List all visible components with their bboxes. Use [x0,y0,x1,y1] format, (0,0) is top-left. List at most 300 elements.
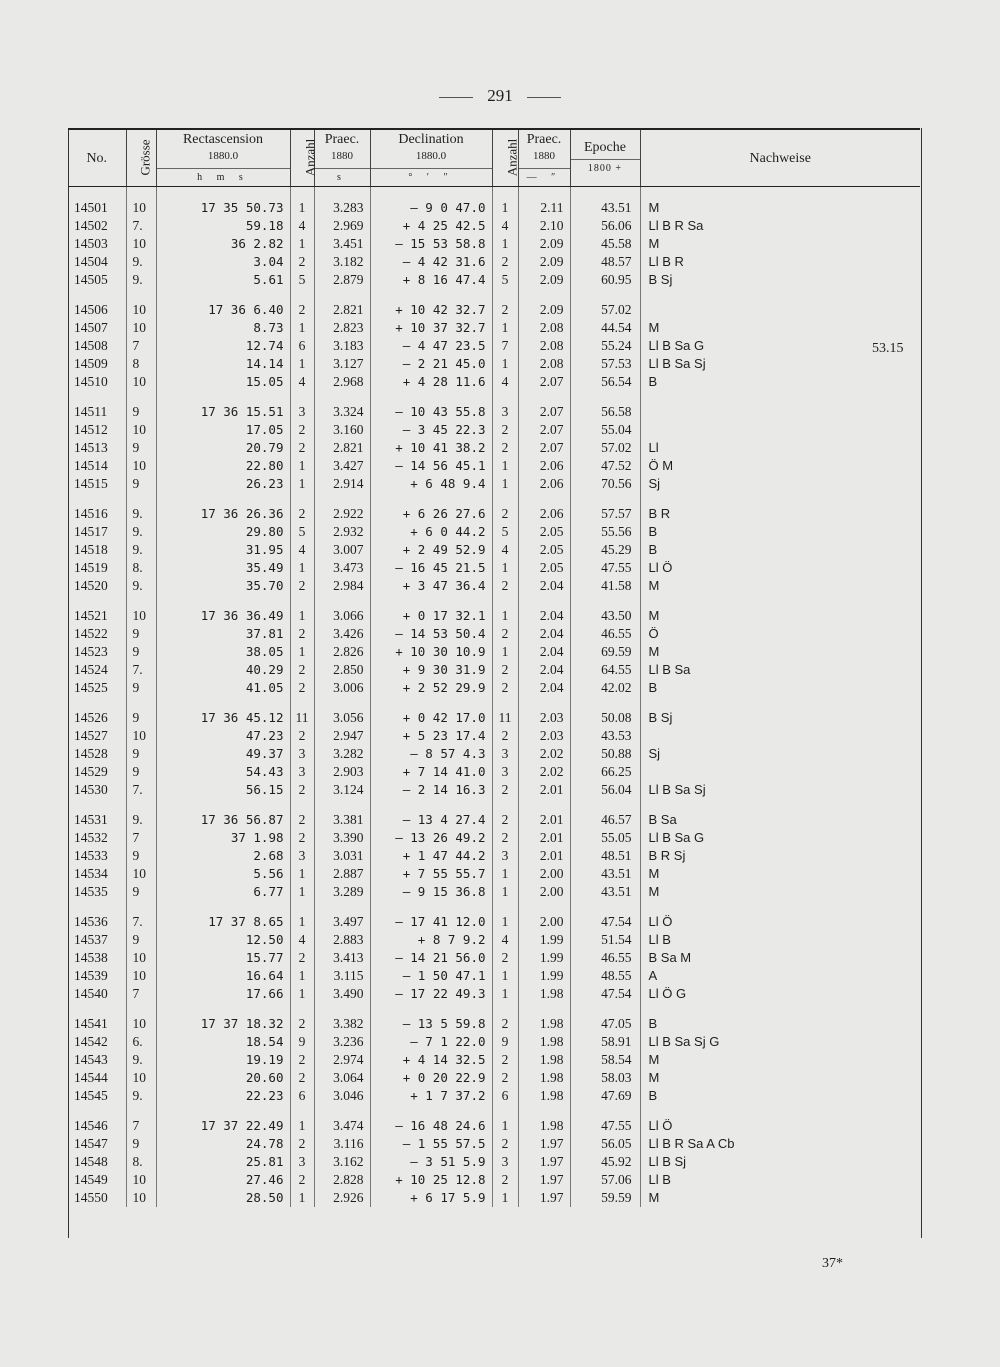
col-epoche-header: Epoche 1800 + [570,129,640,187]
count-decl-cell: 1 [492,559,518,577]
right-ascension-cell: 36 2.82 [156,235,290,253]
precession-ra-cell: 3.183 [314,337,370,355]
references-cell: Ll B [648,1172,671,1187]
magnitude-cell: 10 [126,235,156,253]
precession-decl-cell: 2.04 [518,625,570,643]
table-row [68,235,920,253]
magnitude-cell: 10 [126,967,156,985]
col-no-header: No. [68,129,126,187]
precession-ra-cell: 3.413 [314,949,370,967]
count-cell: 1 [290,187,314,218]
declination-cell: — 9 15 36.8 [370,883,492,901]
references-cell: B Sj [648,272,673,287]
star-number-cell: 14544 [68,1069,126,1087]
declination-cell: + 6 26 27.6 [370,493,492,523]
magnitude-cell: 10 [126,1189,156,1207]
right-ascension-cell: 15.77 [156,949,290,967]
precession-decl-cell: 2.08 [518,319,570,337]
magnitude-cell: 9 [126,625,156,643]
precession-decl-cell: 1.98 [518,1105,570,1135]
precession-decl-cell: 2.04 [518,661,570,679]
epoch-cell: 59.59 [570,1189,640,1207]
count-decl-cell: 2 [492,289,518,319]
count-cell: 2 [290,253,314,271]
declination-cell: — 15 53 58.8 [370,235,492,253]
precession-decl-cell: 2.01 [518,847,570,865]
count-decl-cell: 2 [492,1171,518,1189]
declination-cell: + 5 23 17.4 [370,727,492,745]
precession-ra-cell: 2.932 [314,523,370,541]
star-number-cell: 14510 [68,373,126,391]
precession-ra-cell: 2.968 [314,373,370,391]
references-cell: B [648,1016,658,1031]
right-ascension-cell: 38.05 [156,643,290,661]
declination-cell: + 0 17 32.1 [370,595,492,625]
right-ascension-cell: 27.46 [156,1171,290,1189]
precession-ra-cell: 2.969 [314,217,370,235]
precession-decl-cell: 2.09 [518,253,570,271]
count-decl-cell: 2 [492,421,518,439]
count-cell: 5 [290,271,314,289]
declination-cell: — 14 56 45.1 [370,457,492,475]
right-ascension-cell: 19.19 [156,1051,290,1069]
right-ascension-cell: 17 37 8.65 [156,901,290,931]
right-ascension-cell: 22.23 [156,1087,290,1105]
references-cell: B Sa M [648,950,692,965]
right-ascension-cell: 47.23 [156,727,290,745]
count-decl-cell: 6 [492,1087,518,1105]
precession-decl-cell: 2.07 [518,373,570,391]
star-number-cell: 14503 [68,235,126,253]
magnitude-cell: 10 [126,865,156,883]
table-header [68,129,920,187]
references-cell: B [648,680,658,695]
count-cell: 6 [290,337,314,355]
col-anzahl-header: Anzahl [290,129,314,187]
count-cell: 1 [290,1189,314,1207]
star-number-cell: 14520 [68,577,126,595]
count-cell: 2 [290,1051,314,1069]
references-cell: B Sj [648,710,673,725]
references-cell: Ll B R Sa [648,218,704,233]
precession-decl-cell: 1.97 [518,1135,570,1153]
precession-decl-cell: 2.02 [518,745,570,763]
col-ra-header: Rectascension 1880.0 h m s [156,129,290,187]
table-row [68,829,920,847]
declination-cell: — 9 0 47.0 [370,187,492,218]
precession-ra-cell: 3.382 [314,1003,370,1033]
count-decl-cell: 2 [492,781,518,799]
references-cell: M [648,320,660,335]
epoch-cell: 56.54 [570,373,640,391]
references-cell: M [648,608,660,623]
magnitude-cell: 9. [126,271,156,289]
references-cell: B Sa [648,812,677,827]
table-row [68,1135,920,1153]
col-groesse-header: Grösse [126,129,156,187]
precession-decl-cell: 1.97 [518,1153,570,1171]
right-ascension-cell: 17 37 22.49 [156,1105,290,1135]
magnitude-cell: 7 [126,337,156,355]
magnitude-cell: 9. [126,1051,156,1069]
epoch-cell: 58.03 [570,1069,640,1087]
table-body [68,187,920,1208]
star-number-cell: 14517 [68,523,126,541]
count-cell: 1 [290,643,314,661]
declination-cell: — 17 22 49.3 [370,985,492,1003]
table-row [68,679,920,697]
right-ascension-cell: 5.56 [156,865,290,883]
precession-ra-cell: 3.007 [314,541,370,559]
magnitude-cell: 7. [126,217,156,235]
right-ascension-cell: 17 37 18.32 [156,1003,290,1033]
epoch-cell: 70.56 [570,475,640,493]
magnitude-cell: 7 [126,1105,156,1135]
references-cell: Ll B Sj [648,1154,687,1169]
right-ascension-cell: 37.81 [156,625,290,643]
precession-ra-cell: 3.474 [314,1105,370,1135]
count-cell: 3 [290,745,314,763]
declination-cell: + 4 28 11.6 [370,373,492,391]
precession-ra-cell: 2.850 [314,661,370,679]
table-row [68,355,920,373]
declination-cell: — 4 42 31.6 [370,253,492,271]
declination-cell: + 9 30 31.9 [370,661,492,679]
references-cell: Ll Ö [648,1118,673,1133]
precession-ra-cell: 2.887 [314,865,370,883]
precession-decl-cell: 2.10 [518,217,570,235]
magnitude-cell: 8. [126,559,156,577]
table-row [68,391,920,421]
count-cell: 1 [290,235,314,253]
right-ascension-cell: 3.04 [156,253,290,271]
count-decl-cell: 1 [492,901,518,931]
declination-cell: + 7 55 55.7 [370,865,492,883]
epoch-cell: 47.69 [570,1087,640,1105]
epoch-cell: 57.53 [570,355,640,373]
right-ascension-cell: 31.95 [156,541,290,559]
magnitude-cell: 10 [126,1171,156,1189]
magnitude-cell: 10 [126,319,156,337]
star-number-cell: 14525 [68,679,126,697]
magnitude-cell: 9. [126,541,156,559]
precession-decl-cell: 2.00 [518,901,570,931]
precession-decl-cell: 1.98 [518,1051,570,1069]
precession-decl-cell: 2.04 [518,679,570,697]
references-cell [640,289,920,319]
epoch-cell: 47.55 [570,559,640,577]
table-row [68,1003,920,1033]
count-decl-cell: 4 [492,373,518,391]
table-row [68,289,920,319]
right-ascension-cell: 2.68 [156,847,290,865]
precession-ra-cell: 3.324 [314,391,370,421]
right-ascension-cell: 54.43 [156,763,290,781]
count-cell: 1 [290,865,314,883]
precession-ra-cell: 2.922 [314,493,370,523]
count-cell: 2 [290,949,314,967]
precession-ra-cell: 3.127 [314,355,370,373]
table-row [68,1033,920,1051]
declination-cell: + 2 49 52.9 [370,541,492,559]
count-decl-cell: 3 [492,745,518,763]
epoch-cell: 56.05 [570,1135,640,1153]
star-number-cell: 14536 [68,901,126,931]
table-row [68,865,920,883]
magnitude-cell: 9 [126,883,156,901]
star-number-cell: 14542 [68,1033,126,1051]
epoch-cell: 43.51 [570,883,640,901]
star-number-cell: 14515 [68,475,126,493]
epoch-cell: 46.55 [570,625,640,643]
star-number-cell: 14519 [68,559,126,577]
declination-cell: + 1 7 37.2 [370,1087,492,1105]
count-cell: 6 [290,1087,314,1105]
magnitude-cell: 7. [126,901,156,931]
table-row [68,847,920,865]
table-row [68,781,920,799]
right-ascension-cell: 20.60 [156,1069,290,1087]
references-cell: B R Sj [648,848,686,863]
magnitude-cell: 7 [126,985,156,1003]
table-row [68,337,920,355]
count-decl-cell: 11 [492,697,518,727]
table-row [68,883,920,901]
count-decl-cell: 2 [492,493,518,523]
precession-ra-cell: 3.473 [314,559,370,577]
col-praec-header: Praec. 1880 s [314,129,370,187]
precession-ra-cell: 2.984 [314,577,370,595]
precession-decl-cell: 2.01 [518,799,570,829]
precession-ra-cell: 3.046 [314,1087,370,1105]
magnitude-cell: 6. [126,1033,156,1051]
references-cell: Ll B Sa Sj [648,356,706,371]
count-decl-cell: 3 [492,763,518,781]
count-decl-cell: 7 [492,337,518,355]
precession-ra-cell: 3.427 [314,457,370,475]
count-decl-cell: 1 [492,235,518,253]
star-number-cell: 14512 [68,421,126,439]
right-ascension-cell: 17 36 45.12 [156,697,290,727]
right-ascension-cell: 25.81 [156,1153,290,1171]
declination-cell: — 13 5 59.8 [370,1003,492,1033]
table-row [68,373,920,391]
references-cell: Ö M [648,458,674,473]
magnitude-cell: 9 [126,847,156,865]
count-cell: 1 [290,967,314,985]
star-number-cell: 14534 [68,865,126,883]
table-row [68,1105,920,1135]
declination-cell: — 13 26 49.2 [370,829,492,847]
precession-decl-cell: 1.98 [518,1069,570,1087]
epoch-cell: 57.06 [570,1171,640,1189]
star-number-cell: 14550 [68,1189,126,1207]
table-row [68,253,920,271]
table-row [68,901,920,931]
precession-decl-cell: 1.98 [518,1033,570,1051]
declination-cell: — 4 47 23.5 [370,337,492,355]
magnitude-cell: 9 [126,391,156,421]
magnitude-cell: 9 [126,697,156,727]
epoch-cell: 48.51 [570,847,640,865]
signature-mark: 37* [822,1256,843,1271]
declination-cell: + 8 7 9.2 [370,931,492,949]
magnitude-cell: 9. [126,799,156,829]
epoch-cell: 47.52 [570,457,640,475]
col-praec2-header: Praec. 1880 — ″ [518,129,570,187]
table-row [68,745,920,763]
precession-decl-cell: 2.05 [518,523,570,541]
star-number-cell: 14513 [68,439,126,457]
star-number-cell: 14508 [68,337,126,355]
count-decl-cell: 1 [492,1189,518,1207]
epoch-cell: 43.50 [570,595,640,625]
precession-ra-cell: 3.283 [314,187,370,218]
epoch-cell: 47.54 [570,901,640,931]
epoch-cell: 66.25 [570,763,640,781]
right-ascension-cell: 26.23 [156,475,290,493]
epoch-cell: 56.06 [570,217,640,235]
epoch-cell: 42.02 [570,679,640,697]
precession-ra-cell: 2.828 [314,1171,370,1189]
precession-decl-cell: 2.02 [518,763,570,781]
epoch-cell: 55.05 [570,829,640,847]
references-cell: Ll Ö [648,914,673,929]
references-cell: Ll B Sa G [648,338,705,353]
magnitude-cell: 10 [126,949,156,967]
magnitude-cell: 10 [126,1003,156,1033]
magnitude-cell: 9 [126,745,156,763]
star-number-cell: 14548 [68,1153,126,1171]
precession-decl-cell: 2.09 [518,235,570,253]
count-cell: 5 [290,523,314,541]
right-ascension-cell: 17 36 6.40 [156,289,290,319]
right-ascension-cell: 22.80 [156,457,290,475]
right-ascension-cell: 37 1.98 [156,829,290,847]
precession-ra-cell: 3.182 [314,253,370,271]
right-ascension-cell: 12.50 [156,931,290,949]
count-cell: 1 [290,319,314,337]
references-cell [640,421,920,439]
right-ascension-cell: 17 36 15.51 [156,391,290,421]
magnitude-cell: 10 [126,187,156,218]
count-decl-cell: 2 [492,799,518,829]
precession-decl-cell: 2.04 [518,577,570,595]
epoch-cell: 58.91 [570,1033,640,1051]
right-ascension-cell: 17 36 26.36 [156,493,290,523]
precession-ra-cell: 2.879 [314,271,370,289]
epoch-cell: 43.53 [570,727,640,745]
count-cell: 4 [290,931,314,949]
magnitude-cell: 7. [126,661,156,679]
epoch-cell: 43.51 [570,187,640,218]
epoch-cell: 55.24 [570,337,640,355]
declination-cell: + 8 16 47.4 [370,271,492,289]
references-cell: Ll B R [648,254,684,269]
star-number-cell: 14506 [68,289,126,319]
references-cell: M [648,884,660,899]
magnitude-cell: 9 [126,643,156,661]
precession-ra-cell: 3.064 [314,1069,370,1087]
precession-ra-cell: 2.821 [314,439,370,457]
star-number-cell: 14521 [68,595,126,625]
table-row [68,475,920,493]
references-cell: M [648,236,660,251]
star-number-cell: 14535 [68,883,126,901]
epoch-cell: 43.51 [570,865,640,883]
references-cell: B [648,542,658,557]
count-cell: 1 [290,355,314,373]
table-row [68,949,920,967]
right-ascension-cell: 24.78 [156,1135,290,1153]
count-decl-cell: 2 [492,253,518,271]
references-cell: M [648,1070,660,1085]
precession-decl-cell: 1.99 [518,931,570,949]
precession-ra-cell: 2.883 [314,931,370,949]
star-number-cell: 14547 [68,1135,126,1153]
count-decl-cell: 1 [492,1105,518,1135]
epoch-cell: 46.55 [570,949,640,967]
declination-cell: — 17 41 12.0 [370,901,492,931]
right-ascension-cell: 17.66 [156,985,290,1003]
magnitude-cell: 9 [126,931,156,949]
declination-cell: — 2 21 45.0 [370,355,492,373]
references-cell: M [648,1052,660,1067]
precession-ra-cell: 3.289 [314,883,370,901]
star-catalogue-table [68,128,920,1207]
epoch-cell: 55.56 [570,523,640,541]
precession-decl-cell: 2.05 [518,541,570,559]
declination-cell: + 10 25 12.8 [370,1171,492,1189]
precession-decl-cell: 2.07 [518,439,570,457]
count-decl-cell: 1 [492,643,518,661]
references-cell: Ll B Sa Sj [648,782,706,797]
count-cell: 2 [290,727,314,745]
magnitude-cell: 10 [126,457,156,475]
declination-cell: + 10 37 32.7 [370,319,492,337]
magnitude-cell: 10 [126,373,156,391]
precession-ra-cell: 3.162 [314,1153,370,1171]
references-cell: A [648,968,658,983]
precession-ra-cell: 2.914 [314,475,370,493]
table-row [68,559,920,577]
table-row [68,1051,920,1069]
declination-cell: + 2 52 29.9 [370,679,492,697]
count-decl-cell: 1 [492,457,518,475]
epoch-cell: 48.57 [570,253,640,271]
precession-decl-cell: 2.04 [518,595,570,625]
epoch-cell: 48.55 [570,967,640,985]
precession-decl-cell: 2.11 [518,187,570,218]
precession-ra-cell: 3.006 [314,679,370,697]
references-cell: B [648,1088,658,1103]
side-note: 53.15 [872,341,904,356]
star-number-cell: 14527 [68,727,126,745]
declination-cell: + 1 47 44.2 [370,847,492,865]
star-number-cell: 14537 [68,931,126,949]
precession-decl-cell: 2.01 [518,829,570,847]
precession-ra-cell: 3.115 [314,967,370,985]
count-cell: 1 [290,883,314,901]
declination-cell: — 10 43 55.8 [370,391,492,421]
star-number-cell: 14533 [68,847,126,865]
count-cell: 9 [290,1033,314,1051]
epoch-cell: 45.58 [570,235,640,253]
precession-decl-cell: 2.07 [518,421,570,439]
count-cell: 4 [290,217,314,235]
precession-decl-cell: 2.00 [518,883,570,901]
declination-cell: + 10 41 38.2 [370,439,492,457]
